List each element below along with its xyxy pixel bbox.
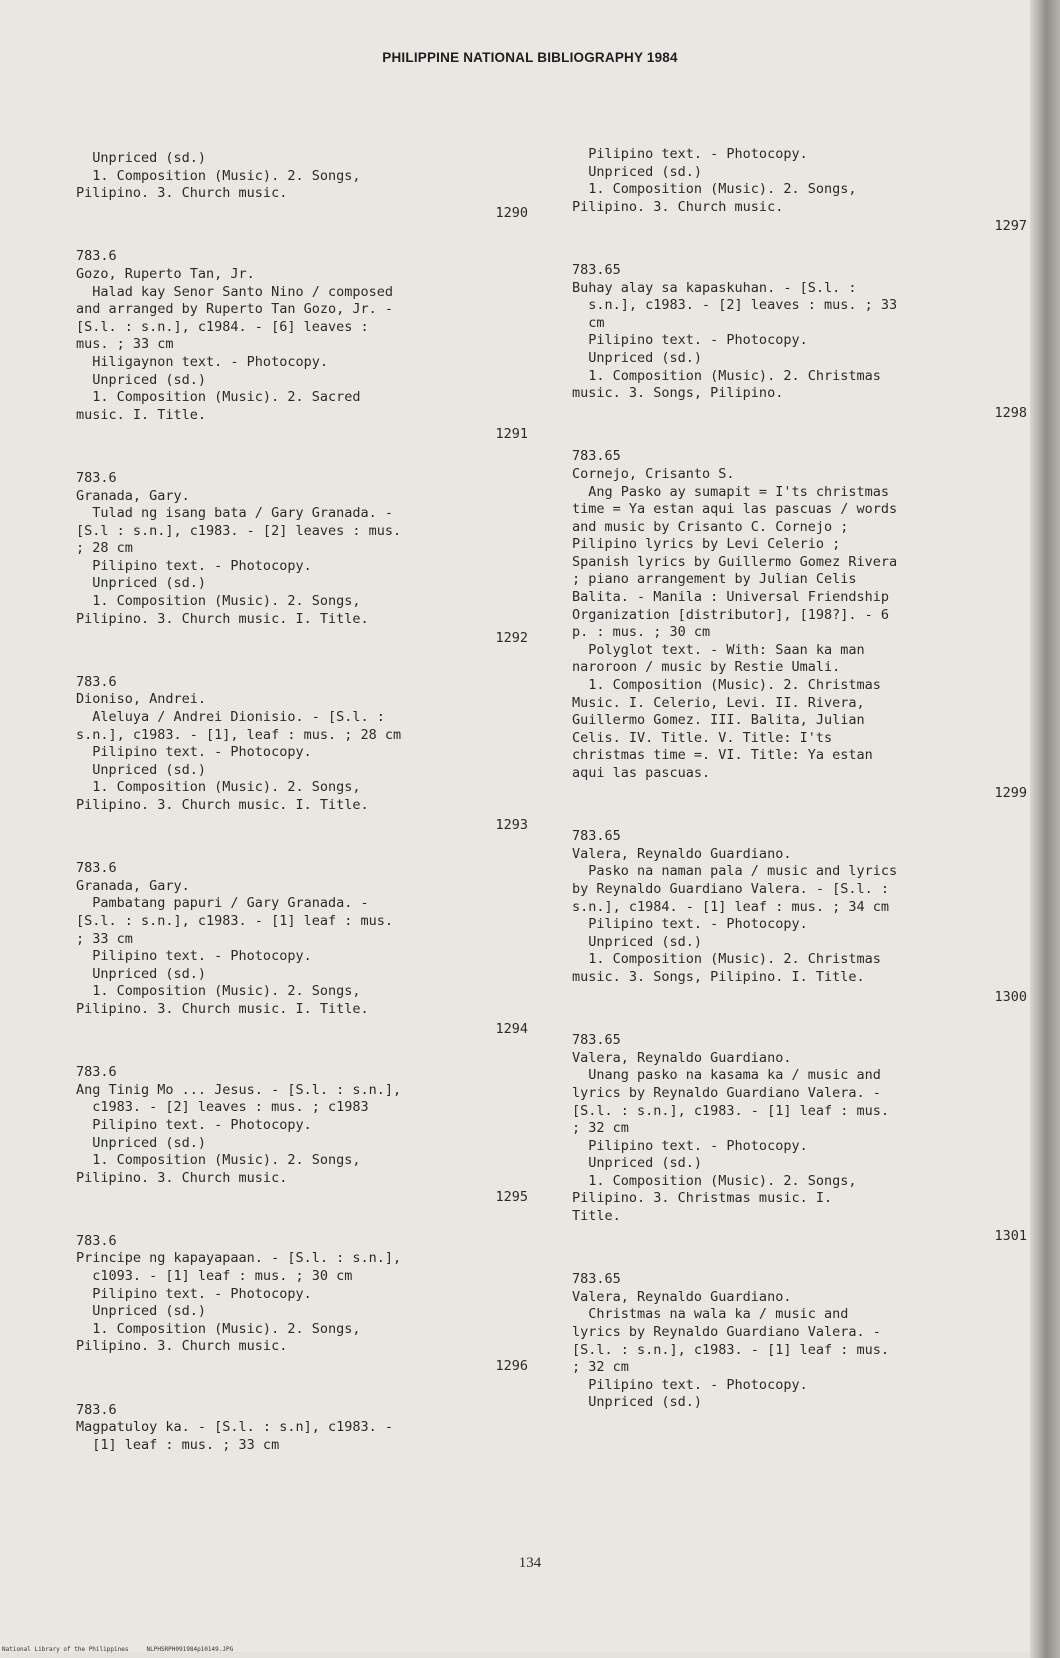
entry-line: Pilipino text. - Photocopy. — [572, 916, 808, 933]
entry-line: Pilipino text. - Photocopy. — [572, 1137, 808, 1154]
entry-line: s.n.], c1983. - [2] leaves : mus. ; 33 — [572, 297, 898, 314]
entry-line: Valera, Reynaldo Guardiano. — [572, 1288, 792, 1305]
entry-line: Magpatuloy ka. - [S.l. : s.n], c1983. - — [76, 1419, 393, 1436]
entry-line: c1983. - [2] leaves : mus. ; c1983 — [76, 1099, 369, 1116]
entry-line: ; 33 cm — [76, 930, 133, 947]
page-header: PHILIPPINE NATIONAL BIBLIOGRAPHY 1984 — [382, 50, 678, 65]
bibliography-entry — [76, 1064, 528, 1207]
entry-line: Celis. IV. Title. V. Title: I'ts — [572, 729, 833, 746]
entry-line: Pilipino. 3. Church music. I. Title. — [76, 1000, 369, 1017]
entry-line: ; 28 cm — [76, 540, 133, 557]
entry-line: 1. Composition (Music). 2. Christmas — [572, 677, 881, 694]
entry-line: christmas time =. VI. Title: Ya estan — [572, 747, 873, 764]
entry-line: Pilipino. 3. Church music. — [76, 1338, 288, 1355]
entry-line: 1. Composition (Music). 2. Sacred — [76, 389, 361, 406]
entry-line: 1. Composition (Music). 2. Songs, — [76, 983, 361, 1000]
entry-line: Unpriced (sd.) — [572, 349, 703, 366]
entry-line: Unpriced (sd.) — [572, 163, 703, 180]
entry-line: Valera, Reynaldo Guardiano. — [572, 845, 792, 862]
entry-line: Music. I. Celerio, Levi. II. Rivera, — [572, 694, 865, 711]
entry-number: 1298 — [994, 404, 1027, 421]
entry-line: Principe ng kapayapaan. - [S.l. : s.n.], — [76, 1250, 402, 1267]
entry-line: 783.6 — [76, 248, 117, 265]
entry-number: 1291 — [495, 426, 528, 443]
entry-line: time = Ya estan aqui las pascuas / words — [572, 501, 898, 518]
entry-line: Unpriced (sd.) — [76, 575, 207, 592]
entry-line: [1] leaf : mus. ; 33 cm — [76, 1436, 280, 1453]
entry-line: Christmas na wala ka / music and — [572, 1306, 849, 1323]
entry-line: Pilipino text. - Photocopy. — [76, 557, 312, 574]
bibliography-entry — [572, 262, 1027, 422]
entry-line: lyrics by Reynaldo Guardiano Valera. - — [572, 1324, 881, 1341]
entry-line: Balita. - Manila : Universal Friendship — [572, 589, 889, 606]
entry-line: music. 3. Songs, Pilipino. I. Title. — [572, 968, 865, 985]
entry-line: [S.l : s.n.], c1983. - [2] leaves : mus. — [76, 522, 402, 539]
entry-line: Unpriced (sd.) — [76, 965, 207, 982]
entry-line: 783.6 — [76, 1401, 117, 1418]
book-gutter-shadow — [1030, 0, 1060, 1658]
entry-line: Ang Pasko ay sumapit = I'ts christmas — [572, 483, 889, 500]
entry-line: 783.65 — [572, 828, 621, 845]
entry-line: [S.l. : s.n.], c1983. - [1] leaf : mus. — [572, 1102, 889, 1119]
entry-line: 1. Composition (Music). 2. Songs, — [76, 1152, 361, 1169]
entry-line: by Reynaldo Guardiano Valera. - [S.l. : — [572, 880, 889, 897]
entry-line: 783.65 — [572, 261, 621, 278]
entry-line: ; 32 cm — [572, 1359, 629, 1376]
entry-line: 1. Composition (Music). 2. Songs, — [76, 779, 361, 796]
entry-line: aqui las pascuas. — [572, 765, 711, 781]
entry-line: 783.65 — [572, 1032, 621, 1049]
entry-line: Pilipino. 3. Church music. — [76, 185, 288, 202]
bibliography-entry — [572, 146, 1027, 236]
entry-line: Pilipino text. - Photocopy. — [76, 948, 312, 965]
entry-line: cm — [572, 314, 605, 331]
entry-line: Pilipino. 3. Church music. I. Title. — [76, 797, 369, 813]
entry-line: Polyglot text. - With: Saan ka man — [572, 641, 865, 658]
entry-line: Unpriced (sd.) — [76, 1134, 207, 1151]
entry-line: music. 3. Songs, Pilipino. — [572, 385, 784, 402]
entry-line: Pilipino text. - Photocopy. — [76, 1116, 312, 1133]
entry-number: 1292 — [495, 630, 528, 647]
entry-line: 783.65 — [572, 1271, 621, 1288]
left-column — [76, 150, 528, 1480]
entry-line: and music by Crisanto C. Cornejo ; — [572, 518, 849, 535]
entry-line: 783.6 — [76, 860, 117, 877]
entry-line: Pilipino text. - Photocopy. — [572, 332, 808, 349]
entry-line: Cornejo, Crisanto S. — [572, 465, 735, 482]
entry-line: Pilipino text. - Photocopy. — [76, 744, 312, 761]
entry-line: Guillermo Gomez. III. Balita, Julian — [572, 712, 865, 729]
entry-line: c1093. - [1] leaf : mus. ; 30 cm — [76, 1268, 353, 1285]
entry-line: 783.6 — [76, 1064, 117, 1081]
entry-line: 1. Composition (Music). 2. Christmas — [572, 951, 881, 968]
entry-line: Unang pasko na kasama ka / music and — [572, 1067, 881, 1084]
entry-line: Title. — [572, 1208, 621, 1225]
entry-line: naroroon / music by Restie Umali. — [572, 659, 841, 676]
entry-line: Pilipino. 3. Christmas music. I. — [572, 1190, 833, 1207]
entry-line: 1. Composition (Music). 2. Songs, — [76, 593, 361, 610]
entry-line: Granada, Gary. — [76, 487, 190, 504]
entry-line: Pasko na naman pala / music and lyrics — [572, 863, 898, 880]
entry-line: Unpriced (sd.) — [76, 1303, 207, 1320]
entry-line: Pilipino text. - Photocopy. — [76, 1285, 312, 1302]
entry-number: 1299 — [994, 784, 1027, 801]
entry-line: Aleluya / Andrei Dionisio. - [S.l. : — [76, 709, 385, 726]
bibliography-entry — [572, 828, 1027, 1006]
entry-line: ; piano arrangement by Julian Celis — [572, 571, 857, 588]
entry-number: 1290 — [495, 204, 528, 221]
bibliography-entry — [572, 448, 1027, 802]
bibliography-entry — [76, 674, 528, 834]
entry-line: 1. Composition (Music). 2. Christmas — [572, 367, 881, 384]
entry-line: Pilipino. 3. Church music. — [76, 1169, 288, 1186]
entry-line: music. I. Title. — [76, 406, 207, 423]
entry-number: 1301 — [994, 1227, 1027, 1244]
bibliography-entry — [76, 470, 528, 648]
entry-line: p. : mus. ; 30 cm — [572, 624, 711, 641]
entry-line: Spanish lyrics by Guillermo Gomez Rivera — [572, 553, 898, 570]
bibliography-entry — [76, 1233, 528, 1376]
entry-line: Hiligaynon text. - Photocopy. — [76, 353, 328, 370]
bibliography-entry — [76, 248, 528, 444]
entry-line: 783.6 — [76, 469, 117, 486]
entry-line: 783.65 — [572, 448, 621, 465]
entry-line: s.n.], c1983. - [1], leaf : mus. ; 28 cm — [76, 726, 402, 743]
entry-line: 1. Composition (Music). 2. Songs, — [76, 1320, 361, 1337]
entry-line: Pilipino. 3. Church music. — [572, 198, 784, 215]
entry-line: Valera, Reynaldo Guardiano. — [572, 1049, 792, 1066]
entry-line: 783.6 — [76, 1232, 117, 1249]
entry-number: 1293 — [495, 816, 528, 833]
page-number: 134 — [518, 1555, 542, 1571]
right-column — [572, 146, 1027, 1438]
bibliography-entry — [572, 1032, 1027, 1245]
entry-line: mus. ; 33 cm — [76, 336, 174, 353]
entry-line: and arranged by Ruperto Tan Gozo, Jr. - — [76, 301, 393, 318]
entry-line: Unpriced (sd.) — [572, 933, 703, 950]
bibliography-entry — [76, 150, 528, 222]
entry-line: Unpriced (sd.) — [572, 1394, 703, 1411]
entry-line: Halad kay Senor Santo Nino / composed — [76, 283, 393, 300]
entry-line: s.n.], c1984. - [1] leaf : mus. ; 34 cm — [572, 898, 889, 915]
entry-line: Ang Tinig Mo ... Jesus. - [S.l. : s.n.], — [76, 1081, 402, 1098]
scan-footer: National Library of the Philippines NLPHSRPH091984p10149.JPG — [2, 1646, 234, 1653]
entry-line: Organization [distributor], [198?]. - 6 — [572, 606, 889, 623]
entry-line: Gozo, Ruperto Tan, Jr. — [76, 265, 255, 282]
entry-line: 783.6 — [76, 673, 117, 690]
entry-line: lyrics by Reynaldo Guardiano Valera. - — [572, 1084, 881, 1101]
entry-line: Buhay alay sa kapaskuhan. - [S.l. : — [572, 279, 857, 296]
entry-line: [S.l. : s.n.], c1983. - [1] leaf : mus. — [572, 1341, 889, 1358]
entry-line: 1. Composition (Music). 2. Songs, — [572, 181, 857, 198]
bibliography-entry — [76, 1402, 528, 1455]
entry-line: 1. Composition (Music). 2. Songs, — [76, 167, 361, 184]
entry-line: Granada, Gary. — [76, 877, 190, 894]
entry-number: 1295 — [495, 1189, 528, 1206]
entry-line: Pilipino lyrics by Levi Celerio ; — [572, 536, 841, 553]
bibliography-entry — [572, 1271, 1027, 1412]
entry-number: 1300 — [994, 988, 1027, 1005]
entry-line: [S.l. : s.n.], c1984. - [6] leaves : — [76, 318, 369, 335]
entry-line: Tulad ng isang bata / Gary Granada. - — [76, 505, 393, 522]
bibliography-entry — [76, 860, 528, 1038]
entry-line: Unpriced (sd.) — [76, 150, 207, 166]
entry-line: [S.l. : s.n.], c1983. - [1] leaf : mus. — [76, 912, 393, 929]
entry-number: 1294 — [495, 1020, 528, 1037]
entry-line: ; 32 cm — [572, 1120, 629, 1137]
entry-line: Unpriced (sd.) — [572, 1155, 703, 1172]
entry-line: Dioniso, Andrei. — [76, 691, 207, 708]
entry-line: Pilipino text. - Photocopy. — [572, 1376, 808, 1393]
entry-line: 1. Composition (Music). 2. Songs, — [572, 1172, 857, 1189]
entry-line: Unpriced (sd.) — [76, 761, 207, 778]
entry-number: 1296 — [495, 1358, 528, 1375]
entry-line: Pilipino. 3. Church music. I. Title. — [76, 610, 369, 627]
entry-number: 1297 — [994, 218, 1027, 235]
entry-line: Pambatang papuri / Gary Granada. - — [76, 895, 369, 912]
entry-line: Pilipino text. - Photocopy. — [572, 146, 808, 162]
entry-line: Unpriced (sd.) — [76, 371, 207, 388]
